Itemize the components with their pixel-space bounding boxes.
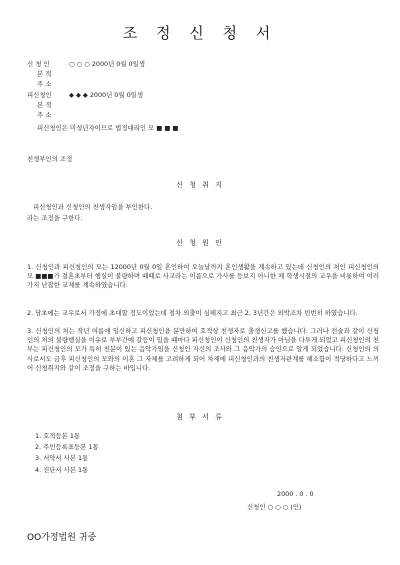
applicant-domicile-row: [27, 70, 69, 79]
document-date: 2000 . 0 . 0: [277, 490, 314, 498]
respondent-label: 피신청인: [27, 91, 52, 99]
applicant-label: 신 청 인: [27, 60, 50, 68]
reason-paragraph-3: 3. 신청인의 처는 작년 여름에 임신하고 피신청인을 분만하여 호적상 친생자로 출생신고를 했습니다. 그러나 전술과 같이 신청인의 처의 불량행실을 이유로 부부간에 갈등이 있을 때마다 피신청인이 신청인의 친생자가 아님을 다투게 되었고 피신청인의 친부는 피신청인의 모가 특히 친분이 있는 음악가임을 신청인 자신의 조사와 그 음악가의 승인으로 알게 되었습니다. 신청인의 의사로서도 금후 피신청인의 모와의 이혼 그 자체를 고려하게 되어 차제에 피신청인과의 친생자관계를 해소함이 적당하다고 느끼어 신청취지와 같이 조정을 구하는 바입니다.: [27, 327, 379, 372]
applicant-row: [27, 60, 145, 69]
case-name: 친생부인의 조정: [27, 155, 73, 163]
purpose-heading: 신 청 취 지: [176, 181, 224, 189]
applicant-domicile-label: 본 적: [37, 70, 52, 78]
guardian-note: 피신청인은 미성년자이므로 법정대리인 모 ■ ■ ■: [37, 124, 179, 132]
respondent-name: ◆ ◆ ◆ 2000년 0월 0일생: [69, 91, 143, 99]
reasons-heading: 신 청 원 인: [176, 239, 224, 247]
attachments-heading: 첨 부 서 류: [176, 413, 224, 421]
court-addressee: OO가정법원 귀중: [27, 533, 97, 543]
applicant-address-row: [27, 80, 69, 89]
applicant-name: ○ ○ ○ 2000년 0월 0일생: [69, 60, 145, 68]
applicant-address-label: 주 소: [37, 80, 52, 88]
respondent-domicile-label: 본 적: [37, 101, 52, 109]
attachment-item: 2. 주민등록표등본 1통: [35, 443, 99, 452]
attachment-item: 3. 서약서 사본 1통: [35, 454, 89, 463]
attachment-item: 4. 진단서 사본 1통: [35, 465, 89, 474]
attachments-list: [35, 431, 99, 476]
respondent-domicile-row: [27, 101, 69, 110]
signature-line: 신청인 ○ ○ ○ (인): [247, 503, 302, 511]
reason-paragraph-2: 2. 당초에는 교우로서 가정에 초대할 정도이었는데 점차 외출이 심해지고 최근 2, 3년간은 외박조차 빈번히 하였습니다.: [27, 309, 358, 317]
respondent-address-row: [27, 111, 69, 120]
purpose-line-2: 라는 조정을 구한다.: [27, 214, 83, 222]
respondent-address-label: 주 소: [37, 111, 52, 119]
reason-paragraph-1: 1. 신청인과 피신청인의 모는 12000년 0월 0일 혼인하여 오늘날까지 혼인생활을 계속하고 있는데 신청인의 처인 피신청인의 모 ■■■가 결혼초부터 행실이 불량하며 때때로 사교라는 이름으로 가사를 등보지 아니한 채 학생시절의 교우을 비롯하여 여러 가지 난잡한 교제를 계속하였습니다.: [27, 263, 379, 290]
respondent-row: [27, 91, 143, 100]
document-title: 조 정 신 청 서: [122, 24, 278, 42]
attachment-item: 1. 호적등본 1통: [35, 432, 81, 440]
purpose-line-1: 피신청인과 신청인의 친생자임을 부인한다.: [33, 203, 153, 211]
